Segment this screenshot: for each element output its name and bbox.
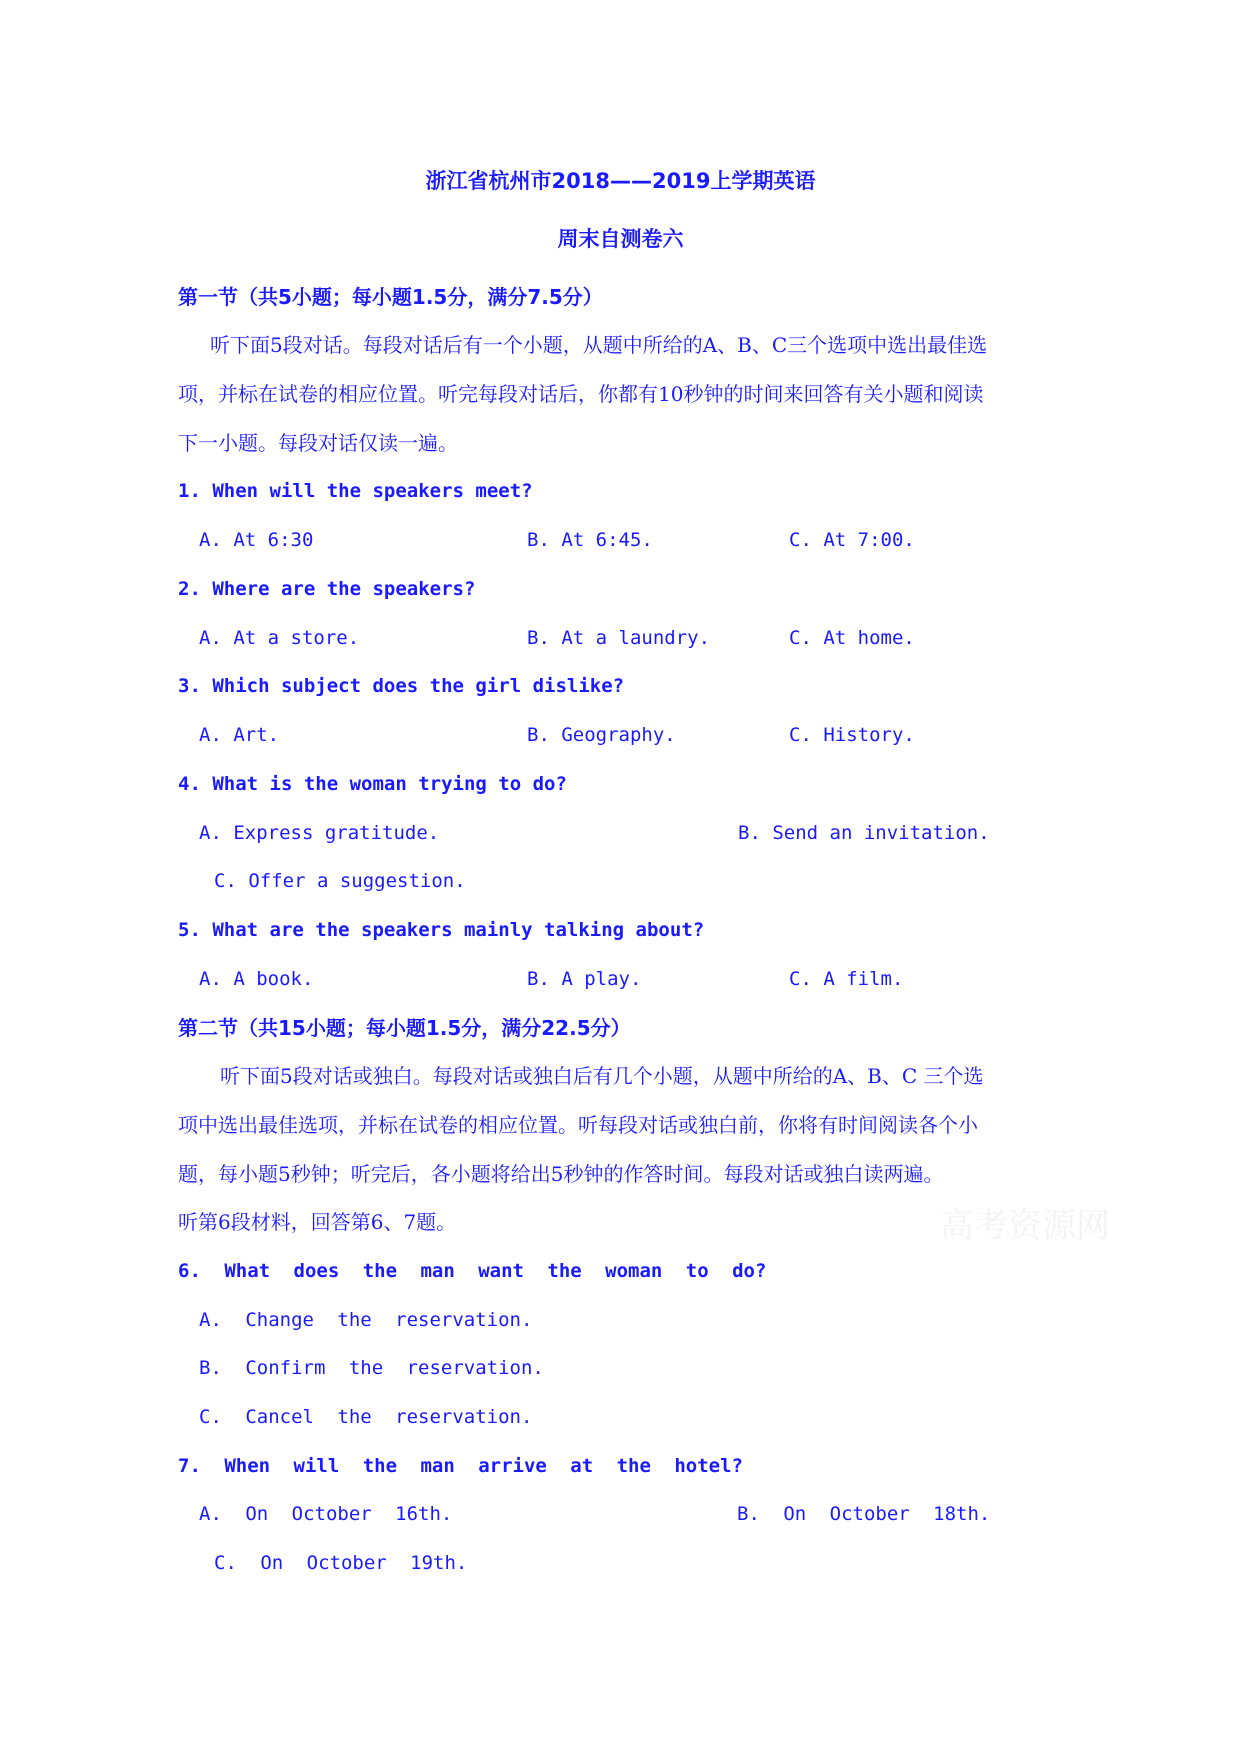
question-7-option-b: B. On October 18th. [737,1503,991,1525]
question-5: 5. What are the speakers mainly talking about? [178,919,705,941]
question-6: 6. What does the man want the woman to do? [178,1260,767,1282]
question-6-option-c: C. Cancel the reservation. [199,1406,533,1428]
section-1-instruction-line: 下一小题。每段对话仅读一遍。 [178,431,458,455]
section-1-instruction-line: 项，并标在试卷的相应位置。听完每段对话后，你都有10秒钟的时间来回答有关小题和阅读 [178,382,984,406]
question-1-option-a: A. At 6:30 [199,529,314,551]
question-5-option-a: A. A book. [199,968,314,990]
question-4-option-b: B. Send an invitation. [738,822,990,844]
section-2-instruction-line: 听下面5段对话或独白。每段对话或独白后有几个小题，从题中所给的A、B、C 三个选 [220,1064,984,1088]
question-1-option-c: C. At 7:00. [789,529,915,551]
question-2-option-a: A. At a store. [199,627,360,649]
question-2: 2. Where are the speakers? [178,578,476,600]
question-6-option-a: A. Change the reservation. [199,1309,533,1331]
section-2-instruction-line: 题，每小题5秒钟；听完后，各小题将给出5秒钟的作答时间。每段对话或独白读两遍。 [178,1162,944,1186]
question-1: 1. When will the speakers meet? [178,480,533,502]
question-5-option-b: B. A play. [527,968,642,990]
question-4-option-c: C. Offer a suggestion. [214,870,466,892]
question-3: 3. Which subject does the girl dislike? [178,675,625,697]
question-4: 4. What is the woman trying to do? [178,773,567,795]
document-subtitle: 周末自测卷六 [557,227,684,251]
question-7: 7. When will the man arrive at the hotel? [178,1455,743,1477]
question-6-option-b: B. Confirm the reservation. [199,1357,544,1379]
question-5-option-c: C. A film. [789,968,904,990]
question-3-option-b: B. Geography. [527,724,676,746]
watermark: 高考资源网 [940,1206,1110,1246]
section-1-heading: 第一节（共5小题；每小题1.5分，满分7.5分） [178,285,603,309]
question-7-option-a: A. On October 16th. [199,1503,453,1525]
section-1-instruction-line: 听下面5段对话。每段对话后有一个小题，从题中所给的A、B、C三个选项中选出最佳选 [210,333,988,357]
question-1-option-b: B. At 6:45. [527,529,653,551]
question-4-option-a: A. Express gratitude. [199,822,440,844]
document-title: 浙江省杭州市2018——2019上学期英语 [425,169,816,193]
question-2-option-c: C. At home. [789,627,915,649]
section-2-instruction-line: 项中选出最佳选项，并标在试卷的相应位置。听每段对话或独白前，你将有时间阅读各个小 [178,1113,978,1137]
question-7-option-c: C. On October 19th. [214,1552,468,1574]
question-3-option-c: C. History. [789,724,915,746]
question-3-option-a: A. Art. [199,724,280,746]
material-note: 听第6段材料，回答第6、7题。 [178,1210,457,1234]
section-2-heading: 第二节（共15小题；每小题1.5分，满分22.5分） [178,1016,631,1040]
question-2-option-b: B. At a laundry. [527,627,711,649]
